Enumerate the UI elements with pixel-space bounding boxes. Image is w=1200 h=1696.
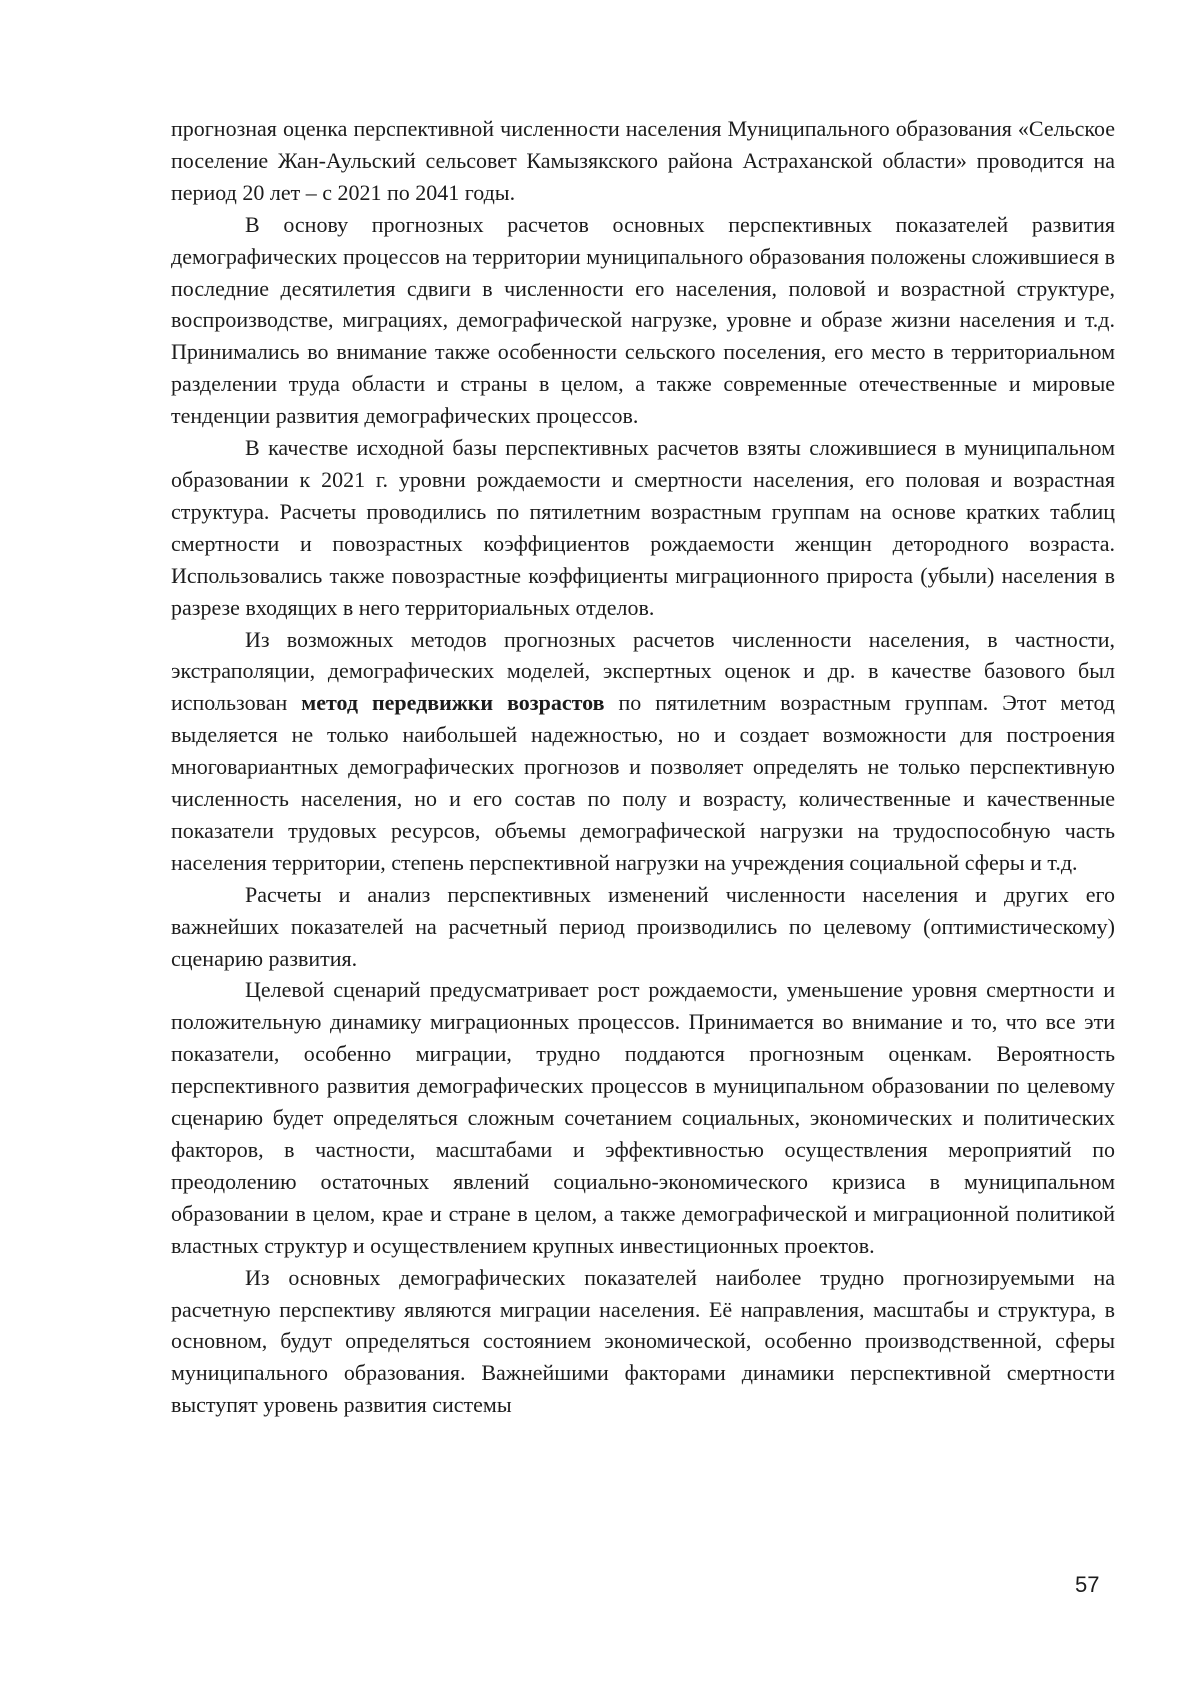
page-number: 57 [1075,1572,1100,1597]
paragraph-method-text-before: Из возможных методов прогнозных расчетов численности населения, в частности, экстраполяции, демографических моделей, экспертных оценок и др. в качестве базового был использован [171,626,1115,716]
paragraph-target-scenario: Целевой сценарий предусматривает рост рождаемости, уменьшение уровня смертности и положительную динамику миграционных процессов. Принимается во внимание и то, что все эти показатели, особенно миграции, трудно поддаются прогнозным оценкам. Вероятность перспективного развития демографических процессов в муниципальном образовании по целевому сценарию будет определяться сложным сочетанием социальных, экономических и политических факторов, в частности, масштабами и эффективностью осуществления мероприятий по преодолению остаточных явлений социально-экономического кризиса в муниципальном образовании в целом, крае и стране в целом, а также демографической и миграционной политикой властных структур и осуществлением крупных инвестиционных проектов. [171,977,1115,1258]
paragraph-scenario: Расчеты и анализ перспективных изменений численности населения и других его важнейших показателей на расчетный период производились по целевому (оптимистическому) сценарию развития. [171,881,1115,971]
paragraph-method [171,624,1115,879]
paragraph-method-text-after: по пятилетним возрастным группам. Этот метод выделяется не только наибольшей надежностью, но и создает возможности для построения многовариантных демографических прогнозов и позволяет определять не только перспективную численность населения, но и его состав по полу и возрасту, количественные и качественные показатели трудовых ресурсов, объемы демографической нагрузки на трудоспособную часть населения территории, степень перспективной нагрузки на учреждения социальной сферы и т.д. [171,690,1116,875]
paragraph-forecast-basis: В основу прогнозных расчетов основных перспективных показателей развития демографических процессов на территории муниципального образования положены сложившиеся в последние десятилетия сдвиги в численности его населения, половой и возрастной структуре, воспроизводстве, миграциях, демографической нагрузке, уровне и образе жизни населения и т.д. Принимались во внимание также особенности сельского поселения, его место в территориальном разделении труда области и страны в целом, а также современные отечественные и мировые тенденции развития демографических процессов. [171,211,1115,429]
paragraph-initial-base: В качестве исходной базы перспективных расчетов взяты сложившиеся в муниципальном образовании к 2021 г. уровни рождаемости и смертности населения, его половая и возрастная структура. Расчеты проводились по пятилетним возрастным группам на основе кратких таблиц смертности и повозрастных коэффициентов рождаемости женщин детородного возраста. Использовались также повозрастные коэффициенты миграционного прироста (убыли) населения в разрезе входящих в него территориальных отделов. [171,435,1115,620]
paragraph-forecast-period: прогнозная оценка перспективной численности населения Муниципального образования «Сельское поселение Жан-Аульский сельсовет Камызякского района Астраханской области» проводится на период 20 лет – с 2021 по 2041 годы. [171,116,1115,205]
body-text [171,113,1115,1421]
paragraph-migration: Из основных демографических показателей наиболее трудно прогнозируемыми на расчетную перспективу являются миграции населения. Её направления, масштабы и структура, в основном, будут определяться состоянием экономической, особенно производственной, сферы муниципального образования. Важнейшими факторами динамики перспективной смертности выступят уровень развития системы [171,1264,1115,1418]
method-name-bold: метод передвижки возрастов [301,690,605,716]
